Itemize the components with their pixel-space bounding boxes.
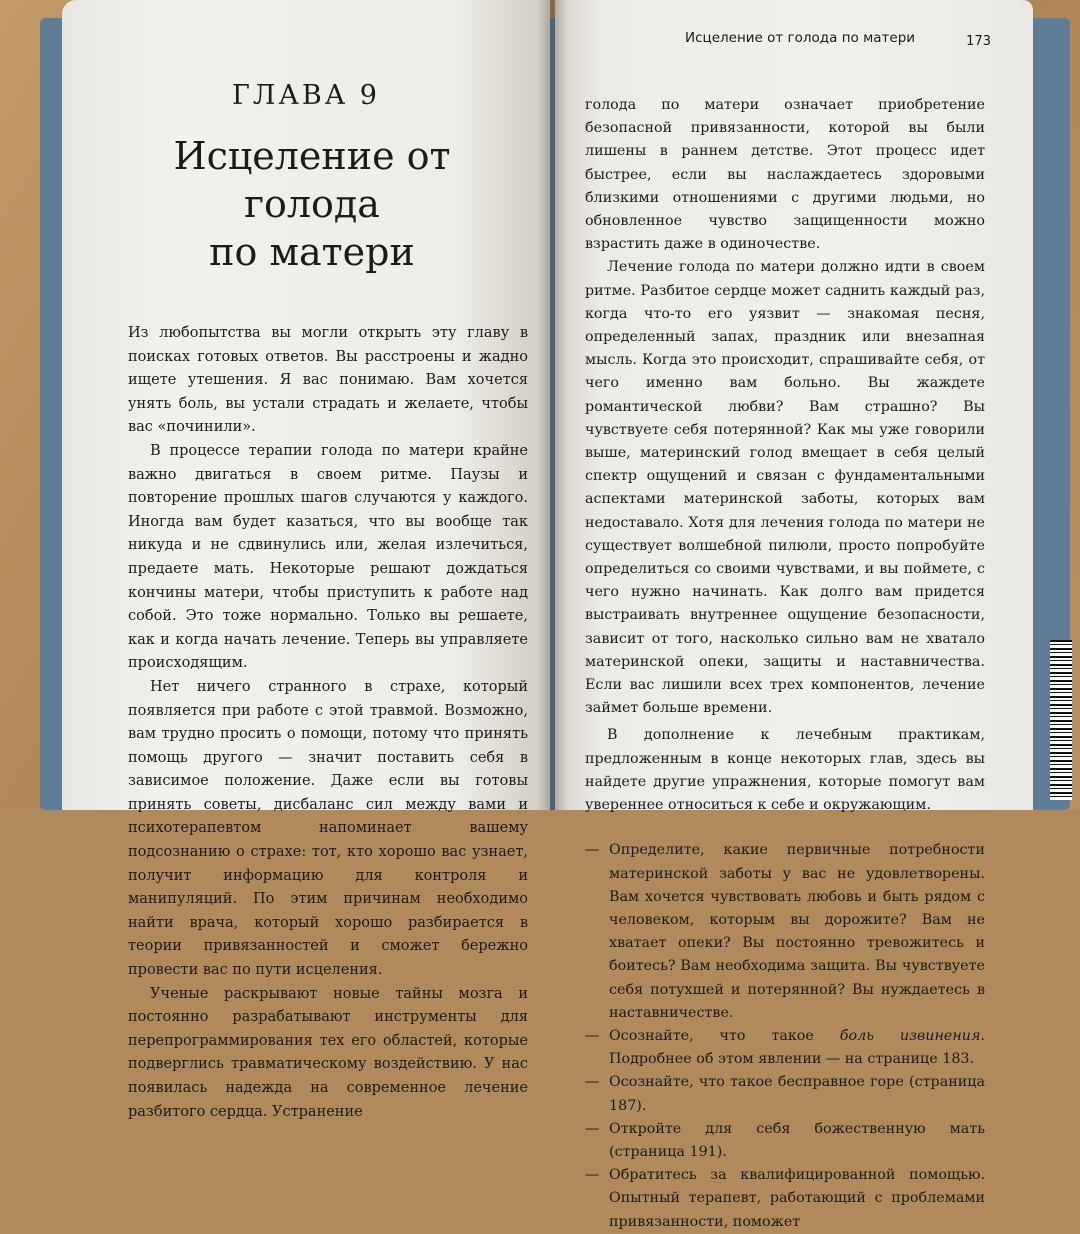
list-item: — Откройте для себя божественную мать (страница 191). bbox=[585, 1118, 985, 1164]
right-body-text bbox=[585, 94, 985, 1234]
page-number: 173 bbox=[966, 34, 991, 49]
paragraph: голода по матери означает приобретение безопасной привязанности, которой вы были лишены в раннем детстве. Этот процесс идет быстрее, если вы наслаждаетесь здоровыми близкими отношениями с другими людьми, но обновленное чувство защищенности можно взрастить даже в одиночестве. bbox=[585, 97, 985, 253]
paragraph: Лечение голода по матери должно идти в своем ритме. Разбитое сердце может саднить каждый раз, когда что-то его уязвит — знакомая песня, определенный запах, праздник или внезапная мысль. Когда это происходит, спрашивайте себя, от чего именно вам больно. Вы жаждете романтической любви? Вам страшно? Вы чувствуете себя потерянной? Как мы уже говорили выше, материнский голод вмещает в себя целый спектр ощущений и связан с фундаментальными аспектами материнской заботы, которых вам недоставало. Хотя для лечения голода по матери не существует волшебной пилюли, просто попробуйте определиться со своими чувствами, и вы поймете, с чего нужно начинать. Как долго вам придется выстраивать внутреннее ощущение безопасности, зависит от того, насколько сильно вам не хватало материнской опеки, защиты и наставничества. Если вас лишили всех трех компонентов, лечение займет больше времени. bbox=[585, 259, 985, 717]
list-item: — Определите, какие первичные потребности материнской заботы у вас не удовлетворены. Вам хочется чувствовать любовь и быть рядом с человеком, которым вы дорожите? Вам не хватает опеки? Вы постоянно тревожитесь и боитесь? Вам необходима защита. Вы чувствуете себя потухшей и потерянной? Вы нуждаетесь в наставничестве. bbox=[585, 839, 985, 1025]
list-item-text: Осознайте, что такое bbox=[609, 1027, 840, 1044]
chapter-title-line-1: Исцеление от голода bbox=[173, 134, 451, 226]
exercise-list bbox=[585, 839, 985, 1233]
chapter-title-line-2: по матери bbox=[209, 230, 415, 274]
list-item-emphasis: боль извинения bbox=[839, 1027, 981, 1044]
paragraph: Нет ничего странного в страхе, который появляется при работе с этой травмой. Возможно, вам трудно просить о помощи, потому что принять помощь другого — значит поставить себя в зависимое положение. Даже если вы готовы принять советы, дисбаланс сил между вами и психотерапевтом напоминает вашему подсознанию о страхе: тот, кто хорошо вас узнает, получит информацию для контроля и манипуляций. По этим причинам необходимо найти врача, который хорошо разбирается в теории привязанностей и сможет бережно провести вас по пути исцеления. bbox=[128, 678, 528, 979]
list-item-text: . Подробнее об этом явлении — на странице 183. bbox=[609, 1027, 985, 1068]
barcode bbox=[1050, 640, 1072, 800]
list-item: — Обратитесь за квалифицированной помощью. Опытный терапевт, работающий с проблемами привязанности, поможет bbox=[585, 1164, 985, 1234]
running-head: Исцеление от голода по матери bbox=[685, 30, 916, 46]
paragraph: В процессе терапии голода по матери крайне важно двигаться в своем ритме. Паузы и повторение прошлых шагов случаются у каждого. Иногда вам будет казаться, что вы вообще так никуда и не сдвинулись или, желая излечиться, предаете мать. Некоторые решают дождаться кончины матери, чтобы приступить к работе над собой. Это тоже нормально. Только вы решаете, как и когда начать лечение. Теперь вы управляете происходящим. bbox=[128, 442, 528, 672]
paragraph: Из любопытства вы могли открыть эту главу в поисках готовых ответов. Вы расстроены и жадно ищете утешения. Я вас понимаю. Вам хочется унять боль, вы устали страдать и желаете, чтобы вас «починили». bbox=[128, 325, 528, 436]
right-page bbox=[555, 0, 1033, 1230]
chapter-label: ГЛАВА 9 bbox=[232, 80, 380, 111]
list-item bbox=[585, 1025, 985, 1071]
left-page bbox=[62, 0, 550, 1120]
list-item: — Осознайте, что такое бесправное горе (страница 187). bbox=[585, 1071, 985, 1117]
paragraph: В дополнение к лечебным практикам, предложенным в конце некоторых глав, здесь вы найдете другие упражнения, которые помогут вам увереннее относиться к себе и окружающим. bbox=[585, 727, 985, 814]
book-spine-gutter bbox=[538, 0, 568, 810]
left-body-text bbox=[128, 322, 528, 1124]
paragraph: Ученые раскрывают новые тайны мозга и постоянно разрабатывают инструменты для перепрограммирования тех его областей, которые подверглись травматическому воздействию. У нас появилась надежда на современное лечение разбитого сердца. Устранение bbox=[128, 985, 528, 1120]
chapter-title bbox=[122, 132, 502, 276]
